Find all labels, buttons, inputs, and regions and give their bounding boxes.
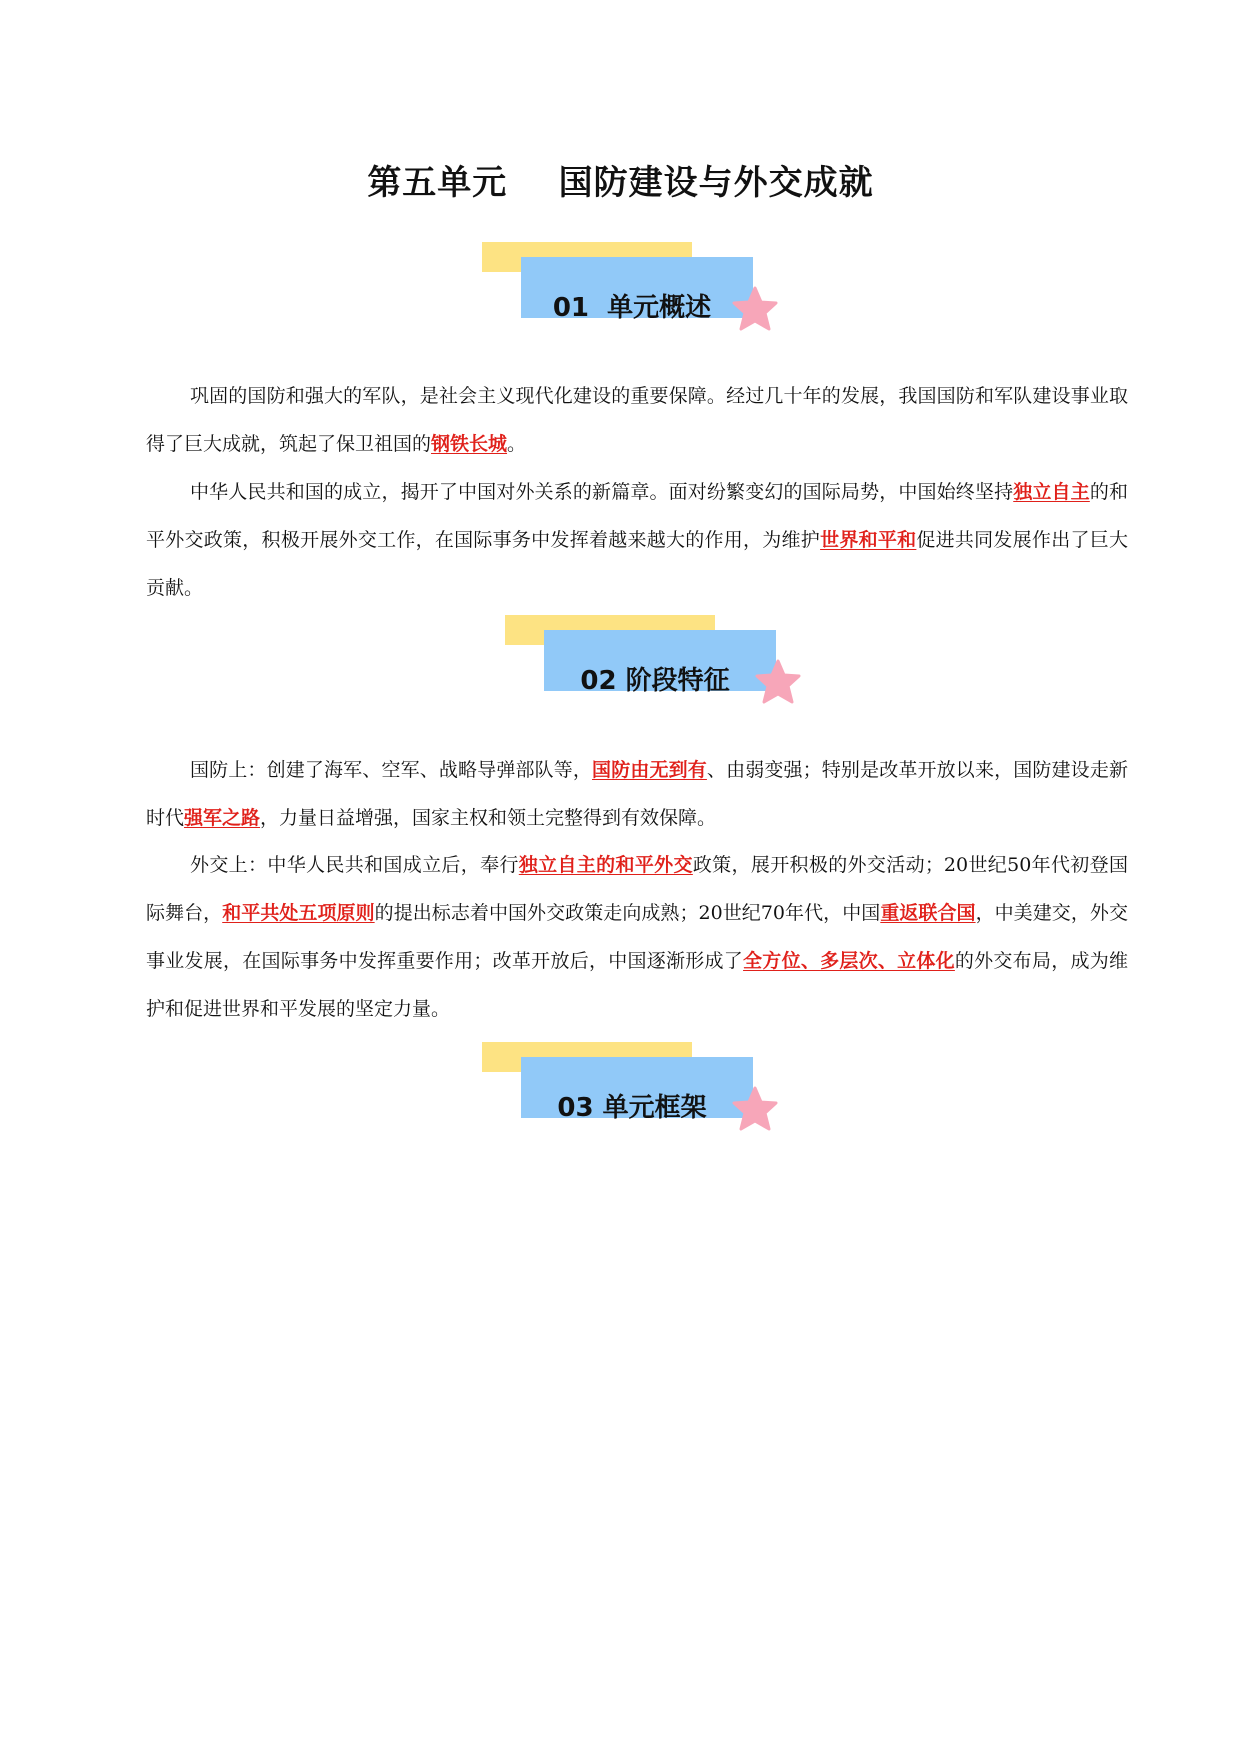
star-icon — [731, 286, 779, 332]
overview-paragraph-2 — [146, 468, 1128, 612]
key-term: 重返联合国 — [880, 902, 976, 924]
paragraph-text: 促进共同发展作出了巨大贡献。 — [146, 529, 1128, 599]
paragraph-text: 的提出标志着中国外交政策走向成熟；20世纪70年代，中国 — [374, 902, 881, 924]
key-term: 独立自主的和平外交 — [518, 854, 693, 876]
key-term: 独立自主 — [1013, 481, 1090, 503]
star-icon — [731, 1086, 779, 1132]
key-term: 和平共处五项原则 — [222, 902, 375, 924]
section-header-label: 02 阶段特征 — [580, 666, 730, 696]
key-term: 世界和平和 — [820, 529, 917, 551]
section-header-02 — [505, 615, 805, 710]
section-header-01 — [482, 242, 782, 337]
paragraph-text: 外交上：中华人民共和国成立后，奉行 — [190, 854, 519, 876]
paragraph-text: 的外交布局，成为维护和促进世界和平发展的坚定力量。 — [146, 950, 1128, 1020]
section-header-label: 01 单元概述 — [552, 293, 712, 323]
paragraph-text: 。 — [507, 433, 527, 455]
key-term: 钢铁长城 — [431, 433, 508, 455]
features-paragraph-defense — [146, 746, 1128, 842]
paragraph-text: 国防上：创建了海军、空军、战略导弹部队等， — [190, 759, 593, 781]
section-header-label: 03 单元框架 — [557, 1093, 707, 1123]
section-header-03 — [482, 1042, 782, 1137]
paragraph-text: 中华人民共和国的成立，揭开了中国对外关系的新篇章。面对纷繁变幻的国际局势，中国始终坚持 — [190, 481, 1014, 503]
paragraph-text: 、由弱变强；特别是改革开放以来，国防建设走新时代 — [146, 759, 1128, 829]
paragraph-text: 的和平外交政策，积极开展外交工作，在国际事务中发挥着越来越大的作用，为维护 — [146, 481, 1128, 551]
paragraph-text: ，力量日益增强，国家主权和领土完整得到有效保障。 — [260, 807, 717, 829]
features-paragraph-diplomacy — [146, 841, 1128, 1033]
paragraph-text: 巩固的国防和强大的军队，是社会主义现代化建设的重要保障。经过几十年的发展，我国国防和军队建设事业取得了巨大成就，筑起了保卫祖国的 — [146, 385, 1128, 455]
key-term: 国防由无到有 — [592, 759, 707, 781]
star-icon — [754, 659, 802, 705]
paragraph-text: ，中美建交，外交事业发展，在国际事务中发挥重要作用；改革开放后，中国逐渐形成了 — [146, 902, 1128, 972]
key-term: 全方位、多层次、立体化 — [743, 950, 955, 972]
overview-paragraph-1 — [146, 372, 1128, 468]
page-title: 第五单元 国防建设与外交成就 — [367, 163, 874, 203]
paragraph-text: 政策，展开积极的外交活动；20世纪50年代初登国际舞台， — [146, 854, 1128, 924]
key-term: 强军之路 — [184, 807, 261, 829]
